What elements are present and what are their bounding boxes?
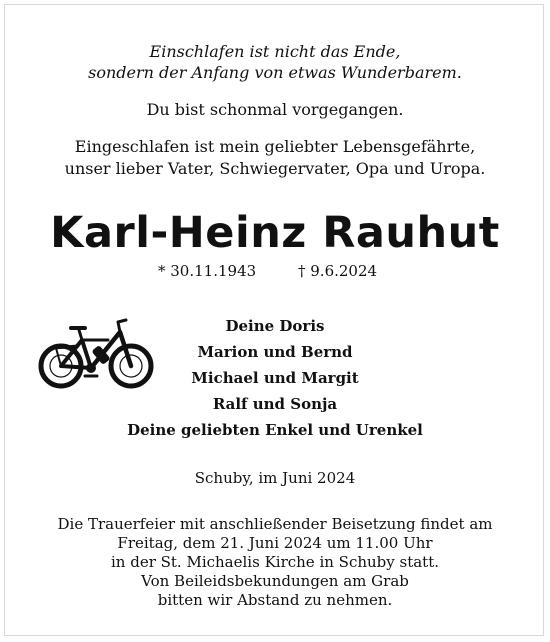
- service-line: Die Trauerfeier mit anschließender Beisetzung findet am: [57, 515, 493, 533]
- motto-line: Einschlafen ist nicht das Ende,: [149, 42, 401, 61]
- mourner-line: Deine Doris: [225, 317, 325, 335]
- deceased-name: Karl-Heinz Rauhut: [50, 208, 500, 258]
- motto-line: sondern der Anfang von etwas Wunderbarem.: [88, 63, 462, 82]
- service-line: bitten wir Abstand zu nehmen.: [157, 591, 393, 609]
- gone-ahead-line: Du bist schonmal vorgegangen.: [146, 100, 404, 119]
- service-line: Freitag, dem 21. Juni 2024 um 11.00 Uhr: [117, 534, 433, 552]
- mourner-line: Marion und Bernd: [197, 343, 353, 361]
- place-and-date: Schuby, im Juni 2024: [194, 469, 356, 487]
- intro-line: unser lieber Vater, Schwiegervater, Opa und Uropa.: [64, 159, 486, 178]
- mourner-line: Deine geliebten Enkel und Urenkel: [127, 421, 423, 439]
- intro-text: [0, 136, 550, 180]
- service-line: in der St. Michaelis Kirche in Schuby statt.: [110, 553, 440, 571]
- mourners-list: [0, 313, 550, 443]
- mourner-line: Michael und Margit: [191, 369, 359, 387]
- motto: [0, 41, 550, 83]
- death-date: † 9.6.2024: [298, 262, 378, 280]
- birth-date: * 30.11.1943: [158, 262, 257, 280]
- service-line: Von Beileidsbekundungen am Grab: [141, 572, 409, 590]
- mourner-line: Ralf und Sonja: [212, 395, 338, 413]
- intro-line: Eingeschlafen ist mein geliebter Lebensgefährte,: [74, 137, 476, 156]
- funeral-service-info: [0, 515, 550, 610]
